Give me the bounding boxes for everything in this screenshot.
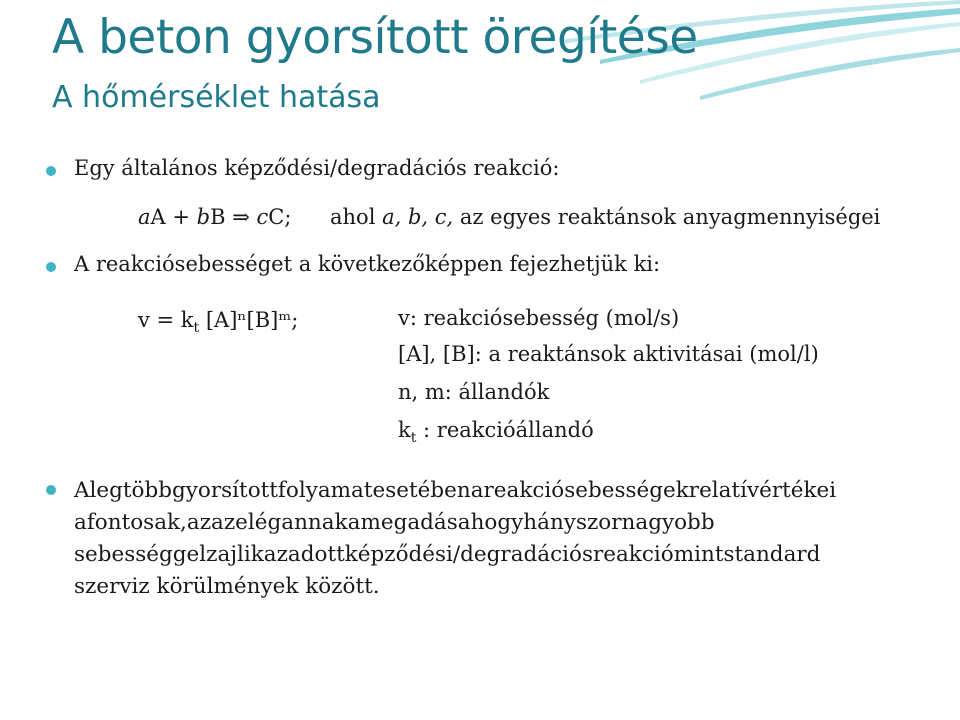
species-b: B bbox=[210, 205, 233, 229]
definition-nm: n, m: állandók bbox=[398, 380, 550, 404]
word: standard bbox=[723, 542, 821, 567]
word: képződési/degradációs bbox=[344, 542, 593, 567]
paragraph-line bbox=[74, 539, 920, 571]
word: adott bbox=[287, 542, 345, 567]
word: gyorsított bbox=[172, 478, 278, 503]
paragraph-line bbox=[74, 507, 920, 539]
definition-ab: [A], [B]: a reaktánsok aktivitásai (mol/l) bbox=[398, 342, 819, 366]
slide-title: A beton gyorsított öregítése bbox=[52, 10, 698, 65]
species-a: A + bbox=[150, 205, 197, 229]
word: fontosak, bbox=[86, 510, 187, 535]
word: folyamat bbox=[277, 478, 373, 503]
word: A bbox=[74, 478, 90, 503]
coef-a: a bbox=[138, 205, 151, 229]
note-suffix: az egyes reaktánsok anyagmennyiségei bbox=[453, 205, 881, 229]
word: sebességgel bbox=[74, 542, 207, 567]
word: zajlik bbox=[206, 542, 264, 567]
word: mint bbox=[673, 542, 724, 567]
word: azaz bbox=[186, 510, 236, 535]
formula-rest: [A]ⁿ[B]ᵐ; bbox=[199, 308, 299, 332]
bullet-relative-rates bbox=[74, 475, 920, 603]
word: a bbox=[470, 478, 484, 503]
note-variables: a, b, c, bbox=[382, 205, 454, 229]
paragraph-line bbox=[74, 475, 920, 507]
formula-v: v = k bbox=[138, 308, 194, 332]
definition-v: v: reakciósebesség (mol/s) bbox=[398, 306, 680, 330]
word: az bbox=[263, 542, 288, 567]
bullet-text: A reakciósebességet a következőképpen fejezhetjük ki: bbox=[74, 252, 661, 276]
word: értékei bbox=[759, 478, 837, 503]
species-c: C; bbox=[268, 205, 292, 229]
word: reakciósebességek bbox=[483, 478, 689, 503]
rate-formula bbox=[138, 308, 298, 336]
paragraph-line-last: szerviz körülmények között. bbox=[74, 574, 380, 599]
bullet-text: Egy általános képződési/degradációs reakció: bbox=[74, 156, 560, 180]
word: nagyobb bbox=[621, 510, 715, 535]
kt-k: k bbox=[398, 418, 411, 442]
bullet-dot-icon bbox=[46, 166, 56, 176]
definition-kt bbox=[398, 418, 594, 446]
word: annak bbox=[281, 510, 348, 535]
note-prefix: ahol bbox=[330, 205, 383, 229]
implies-arrow-icon: ⇒ bbox=[232, 205, 250, 229]
word: megadása bbox=[360, 510, 471, 535]
word: reakció bbox=[592, 542, 674, 567]
word: relatív bbox=[688, 478, 760, 503]
kt-rest: : reakcióállandó bbox=[416, 418, 594, 442]
coef-b: b bbox=[196, 205, 211, 229]
word: a bbox=[347, 510, 361, 535]
reaction-equation bbox=[138, 205, 291, 229]
kt-subscript-t: t bbox=[410, 430, 417, 447]
bullet-dot-icon bbox=[46, 262, 56, 272]
formula-subscript-t: t bbox=[193, 320, 200, 337]
word: elég bbox=[235, 510, 282, 535]
bullet-dot-icon bbox=[46, 485, 56, 495]
word: esetében bbox=[372, 478, 471, 503]
coef-c: c bbox=[256, 205, 269, 229]
space bbox=[250, 205, 257, 229]
word: hányszor bbox=[523, 510, 622, 535]
word: legtöbb bbox=[89, 478, 173, 503]
word: hogy bbox=[470, 510, 524, 535]
word: a bbox=[74, 510, 87, 535]
slide-subtitle: A hőmérséklet hatása bbox=[52, 80, 381, 115]
reaction-note bbox=[330, 205, 880, 229]
